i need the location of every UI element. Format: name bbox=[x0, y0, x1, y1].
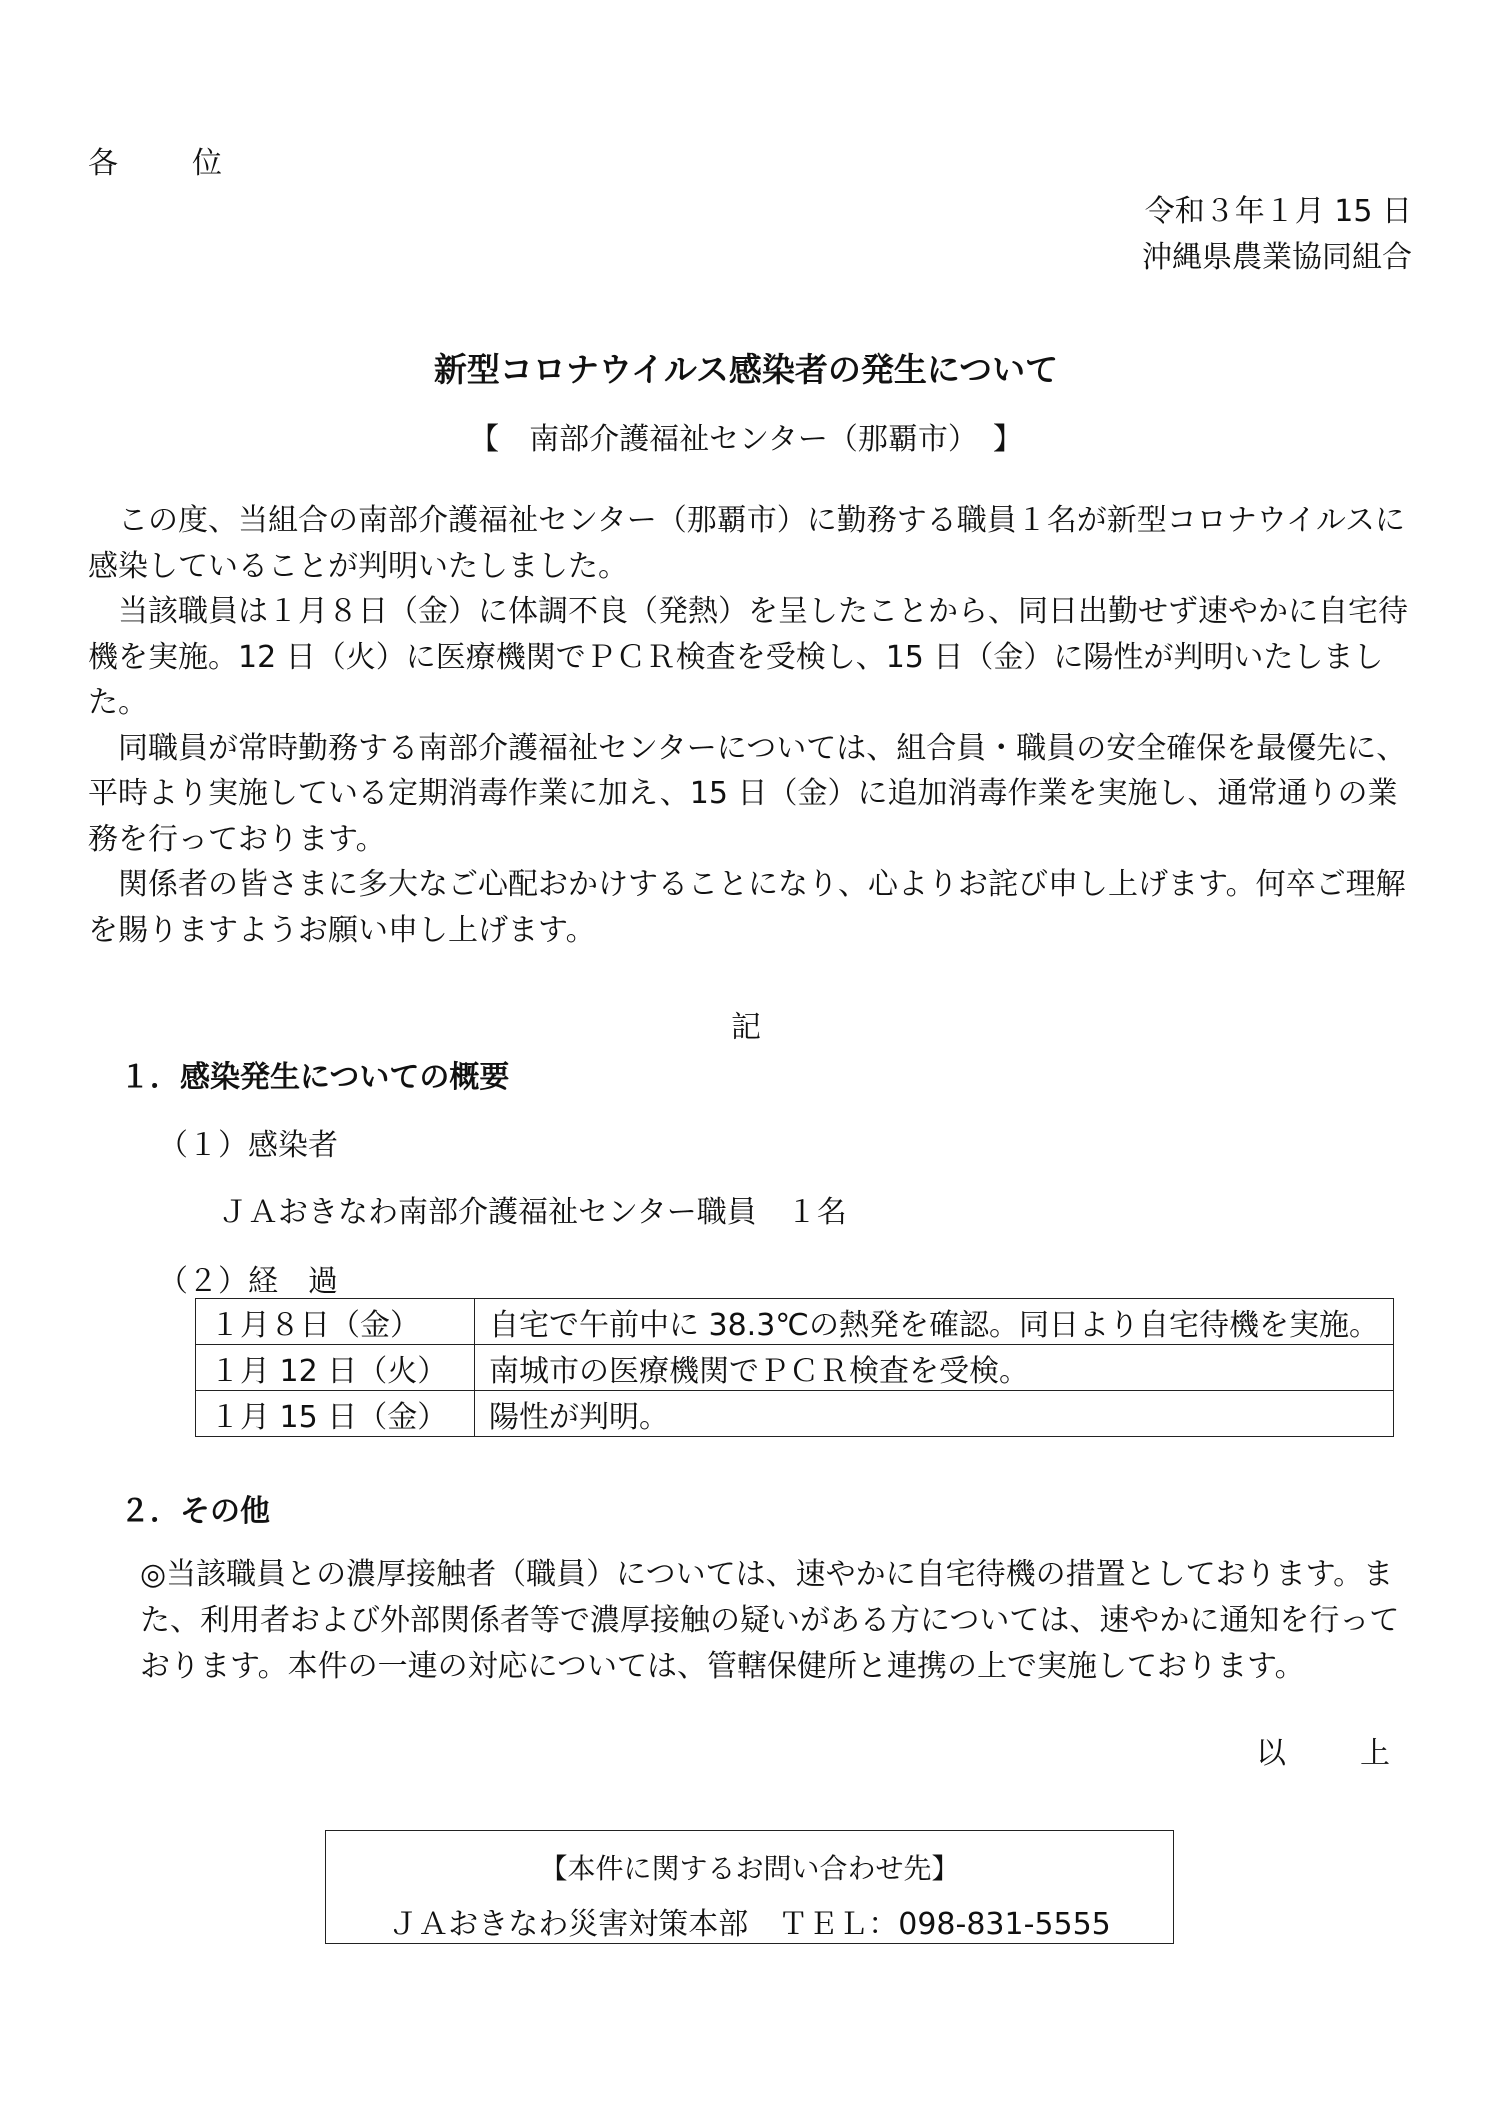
contact-line: ＪＡおきなわ災害対策本部 ＴＥＬ：098-831-5555 bbox=[388, 1907, 1111, 1942]
body-paragraph: 同職員が常時勤務する南部介護福祉センターについては、組合員・職員の安全確保を最優先に、平時より実施している定期消毒作業に加え、15 日（金）に追加消毒作業を実施し、通常通りの業務を行っております。 bbox=[88, 730, 1407, 857]
document-subtitle: 【 南部介護福祉センター（那覇市） 】 bbox=[469, 422, 1023, 457]
contact-box bbox=[325, 1830, 1174, 1944]
timeline-event: 南城市の医療機関でＰＣＲ検査を受検。 bbox=[474, 1345, 1393, 1391]
closing-mark: 以 上 bbox=[1256, 1736, 1412, 1771]
table-row bbox=[196, 1391, 1394, 1437]
document-date: 令和３年１月 15 日 bbox=[1144, 194, 1412, 229]
subsection-infected-body: ＪＡおきなわ南部介護福祉センター職員 １名 bbox=[218, 1195, 847, 1230]
section-2-heading: ２．その他 bbox=[120, 1494, 270, 1529]
body-paragraph: 関係者の皆さまに多大なご心配おかけすることになり、心よりお詫び申し上げます。何卒ご理解を賜りますようお願い申し上げます。 bbox=[88, 867, 1406, 948]
table-row bbox=[196, 1345, 1394, 1391]
subsection-infected-label: （１）感染者 bbox=[158, 1128, 338, 1163]
timeline-date: １月 15 日（金） bbox=[196, 1391, 475, 1437]
table-row bbox=[196, 1299, 1394, 1345]
body-text bbox=[88, 498, 1414, 953]
timeline-date: １月 12 日（火） bbox=[196, 1345, 475, 1391]
section-2-text: ◎当該職員との濃厚接触者（職員）については、速やかに自宅待機の措置としております。また、利用者および外部関係者等で濃厚接触の疑いがある方については、速やかに通知を行っております。本件の一連の対応については、管轄保健所と連携の上で実施しております。 bbox=[140, 1557, 1400, 1684]
timeline-event: 自宅で午前中に 38.3℃の熱発を確認。同日より自宅待機を実施。 bbox=[474, 1299, 1393, 1345]
body-paragraph: この度、当組合の南部介護福祉センター（那覇市）に勤務する職員１名が新型コロナウイルスに感染していることが判明いたしました。 bbox=[88, 503, 1405, 584]
body-paragraph: 当該職員は１月８日（金）に体調不良（発熱）を呈したことから、同日出勤せず速やかに自宅待機を実施。12 日（火）に医療機関でＰＣＲ検査を受検し、15 日（金）に陽性が判明いたしました。 bbox=[88, 594, 1408, 720]
contact-heading: 【本件に関するお問い合わせ先】 bbox=[539, 1852, 960, 1885]
timeline-date: １月８日（金） bbox=[196, 1299, 475, 1345]
document-title: 新型コロナウイルス感染者の発生について bbox=[433, 350, 1059, 389]
ki-marker: 記 bbox=[731, 1010, 761, 1045]
issuing-organization: 沖縄県農業協同組合 bbox=[1142, 240, 1412, 275]
subsection-timeline-label: （２）経 過 bbox=[158, 1264, 338, 1299]
recipient-salutation: 各 位 bbox=[88, 146, 244, 181]
section-1-heading: １．感染発生についての概要 bbox=[120, 1060, 510, 1095]
timeline-event: 陽性が判明。 bbox=[474, 1391, 1393, 1437]
timeline-table bbox=[195, 1298, 1394, 1437]
